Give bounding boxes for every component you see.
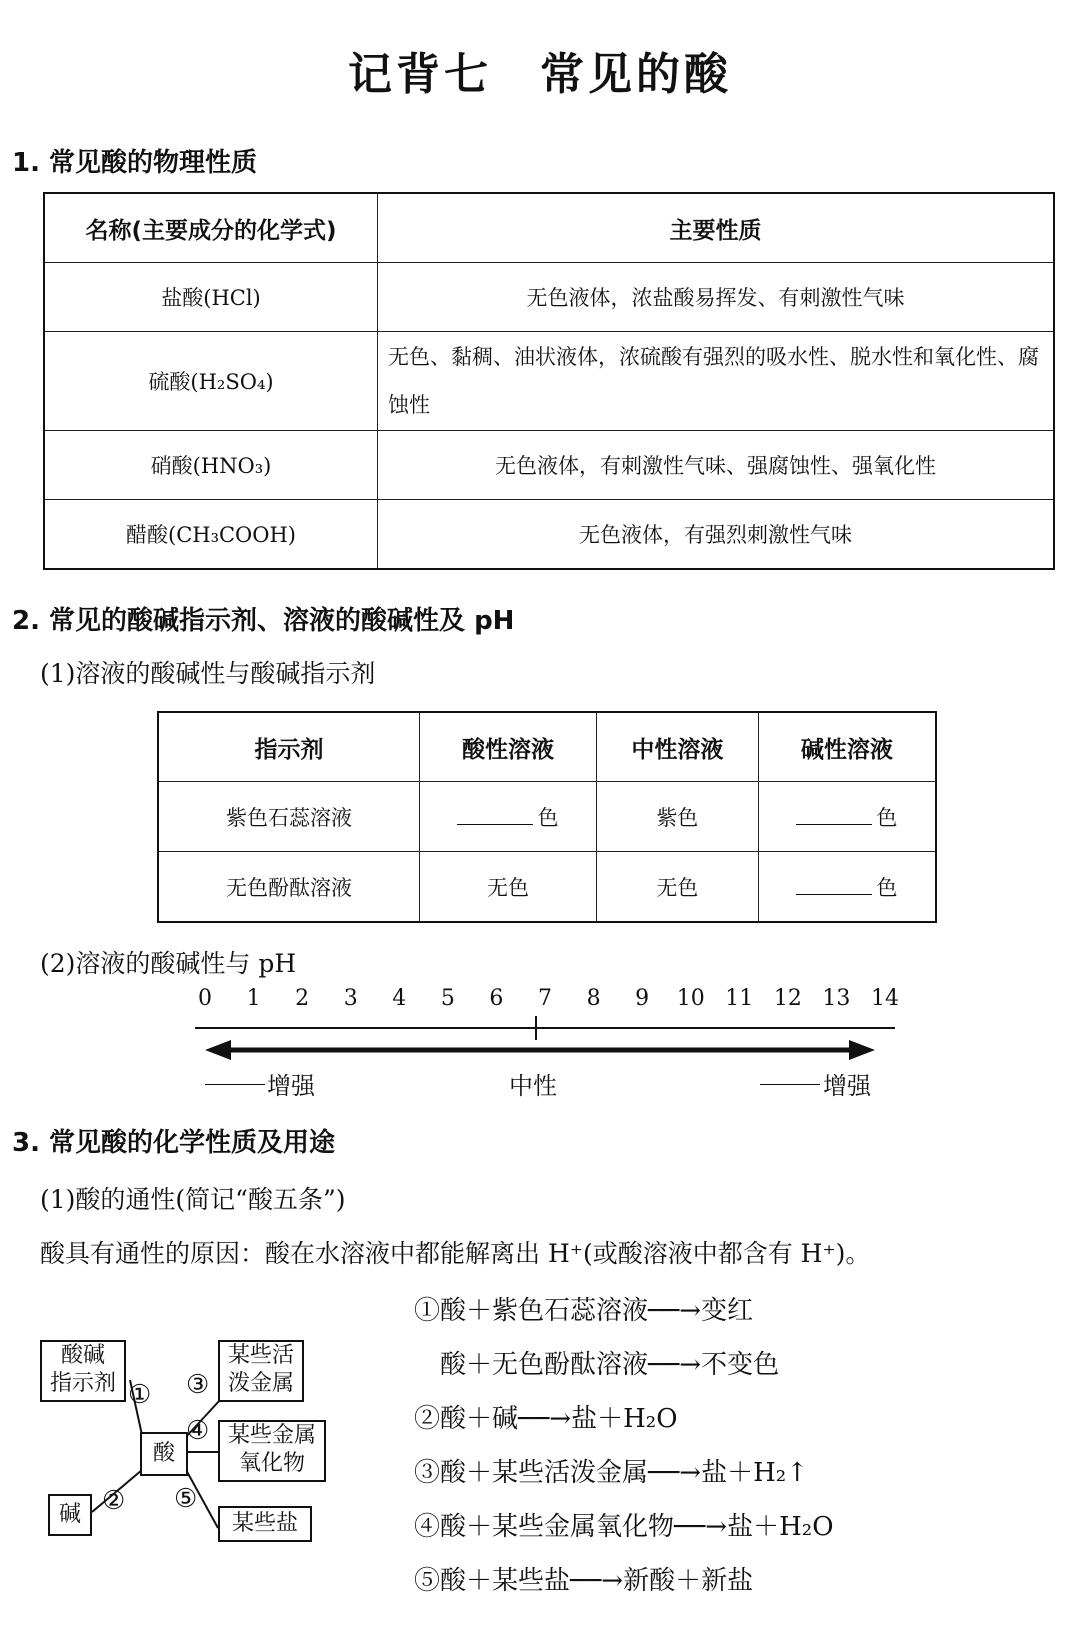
- acid-property: 无色液体，有刺激性气味、强腐蚀性、强氧化性: [378, 431, 1055, 500]
- ph-tick-label: 14: [871, 986, 899, 1011]
- circle-5: ⑤: [174, 1484, 198, 1514]
- table-row: [158, 852, 936, 923]
- ph-mid-label: 中性: [509, 1072, 557, 1100]
- header-indicator: 指示剂: [158, 712, 420, 782]
- fill-blank[interactable]: [457, 806, 533, 825]
- section2-heading: 2. 常见的酸碱指示剂、溶液的酸碱性及 pH: [12, 606, 515, 636]
- acid-name: 硫酸(H₂SO₄): [44, 332, 378, 431]
- header-name: 名称(主要成分的化学式): [44, 193, 378, 263]
- ph-tick-label: 4: [392, 986, 407, 1011]
- reaction-2: ②酸＋碱──→盐＋H₂O: [414, 1404, 678, 1434]
- fill-blank[interactable]: [796, 806, 872, 825]
- section3-sub1: (1)酸的通性(简记“酸五条”): [40, 1185, 346, 1214]
- reaction-4: ④酸＋某些金属氧化物──→盐＋H₂O: [414, 1512, 834, 1542]
- circle-4: ④: [186, 1416, 210, 1446]
- acid-name: 硝酸(HNO₃): [44, 431, 378, 500]
- section2-sub1: (1)溶液的酸碱性与酸碱指示剂: [40, 659, 376, 688]
- acid-property: 无色液体，有强烈刺激性气味: [378, 500, 1055, 570]
- ph-tick-label: 8: [586, 986, 601, 1011]
- acidic-color-cell: 无色: [420, 852, 597, 923]
- ph-scale: [195, 986, 899, 1100]
- neutral-color-cell: 无色: [596, 852, 758, 923]
- neutral-color-cell: 紫色: [596, 782, 758, 852]
- table-row: [44, 500, 1054, 570]
- circle-3: ③: [186, 1370, 210, 1400]
- metal-oxide-box: 某些金属 氧化物: [218, 1420, 326, 1482]
- reaction-1: ①酸＋紫色石蕊溶液──→变红: [414, 1296, 754, 1326]
- section3-heading: 3. 常见酸的化学性质及用途: [12, 1128, 336, 1158]
- ph-tick-label: 9: [635, 986, 650, 1011]
- ph-right-label: 增强: [823, 1072, 871, 1100]
- salt-box: 某些盐: [218, 1506, 312, 1542]
- indicator-name: 无色酚酞溶液: [158, 852, 420, 923]
- active-metal-box: 某些活 泼金属: [218, 1340, 304, 1402]
- acid-name: 盐酸(HCl): [44, 263, 378, 332]
- ph-tick-label: 0: [198, 986, 212, 1011]
- table-header-row: [158, 712, 936, 782]
- acid-name: 醋酸(CH₃COOH): [44, 500, 378, 570]
- basic-color-cell: [758, 852, 936, 923]
- ph-axis-line: [195, 1027, 895, 1029]
- table-header-row: [44, 193, 1054, 263]
- ph-tick-label: 10: [676, 986, 705, 1011]
- section2-sub2: (2)溶液的酸碱性与 pH: [40, 949, 297, 978]
- header-basic: 碱性溶液: [758, 712, 936, 782]
- base-box: 碱: [48, 1494, 92, 1536]
- ph-left-label: 增强: [267, 1072, 315, 1100]
- physical-properties-table: [43, 192, 1055, 570]
- color-suffix: 色: [876, 875, 898, 900]
- page-title: 记背七 常见的酸: [348, 49, 732, 100]
- reaction-3: ③酸＋某些活泼金属──→盐＋H₂↑: [414, 1458, 808, 1488]
- basic-color-cell: [758, 782, 936, 852]
- acidic-color-cell: [420, 782, 597, 852]
- ph-tick-label: 6: [489, 986, 504, 1011]
- color-suffix: 色: [876, 805, 898, 830]
- circle-2: ②: [102, 1486, 126, 1516]
- indicator-name: 紫色石蕊溶液: [158, 782, 420, 852]
- double-arrow-icon: [205, 1038, 875, 1062]
- ph-tick-label: 12: [773, 986, 802, 1011]
- fill-blank[interactable]: [205, 1084, 265, 1085]
- header-acidic: 酸性溶液: [420, 712, 597, 782]
- header-neutral: 中性溶液: [596, 712, 758, 782]
- section1-heading: 1. 常见酸的物理性质: [12, 148, 258, 178]
- acid-generality-reason: 酸具有通性的原因：酸在水溶液中都能解离出 H⁺(或酸溶液中都含有 H⁺)。: [40, 1239, 871, 1268]
- reaction-1b: 酸＋无色酚酞溶液──→不变色: [414, 1350, 780, 1380]
- acid-properties-diagram: [40, 1340, 360, 1570]
- ph-tick-label: 5: [440, 986, 455, 1011]
- indicator-table: [157, 711, 937, 923]
- acid-property: 无色、黏稠、油状液体，浓硫酸有强烈的吸水性、脱水性和氧化性、腐蚀性: [378, 332, 1055, 431]
- indicator-box: 酸碱 指示剂: [40, 1340, 126, 1402]
- ph-neutral-tick: [535, 1016, 537, 1040]
- ph-tick-label: 7: [538, 986, 552, 1011]
- table-row: [44, 431, 1054, 500]
- acid-center-box: 酸: [140, 1432, 188, 1476]
- circle-1: ①: [128, 1380, 152, 1410]
- reaction-5: ⑤酸＋某些盐──→新酸＋新盐: [414, 1566, 754, 1596]
- ph-tick-label: 11: [725, 986, 754, 1011]
- fill-blank[interactable]: [796, 876, 872, 895]
- ph-tick-label: 13: [822, 986, 851, 1011]
- fill-blank[interactable]: [760, 1084, 820, 1085]
- table-row: [44, 332, 1054, 431]
- ph-tick-label: 1: [246, 986, 261, 1011]
- header-property: 主要性质: [378, 193, 1055, 263]
- acid-property: 无色液体，浓盐酸易挥发、有刺激性气味: [378, 263, 1055, 332]
- color-suffix: 色: [537, 805, 559, 830]
- ph-tick-label: 3: [343, 986, 358, 1011]
- ph-tick-label: 2: [295, 986, 310, 1011]
- table-row: [158, 782, 936, 852]
- table-row: [44, 263, 1054, 332]
